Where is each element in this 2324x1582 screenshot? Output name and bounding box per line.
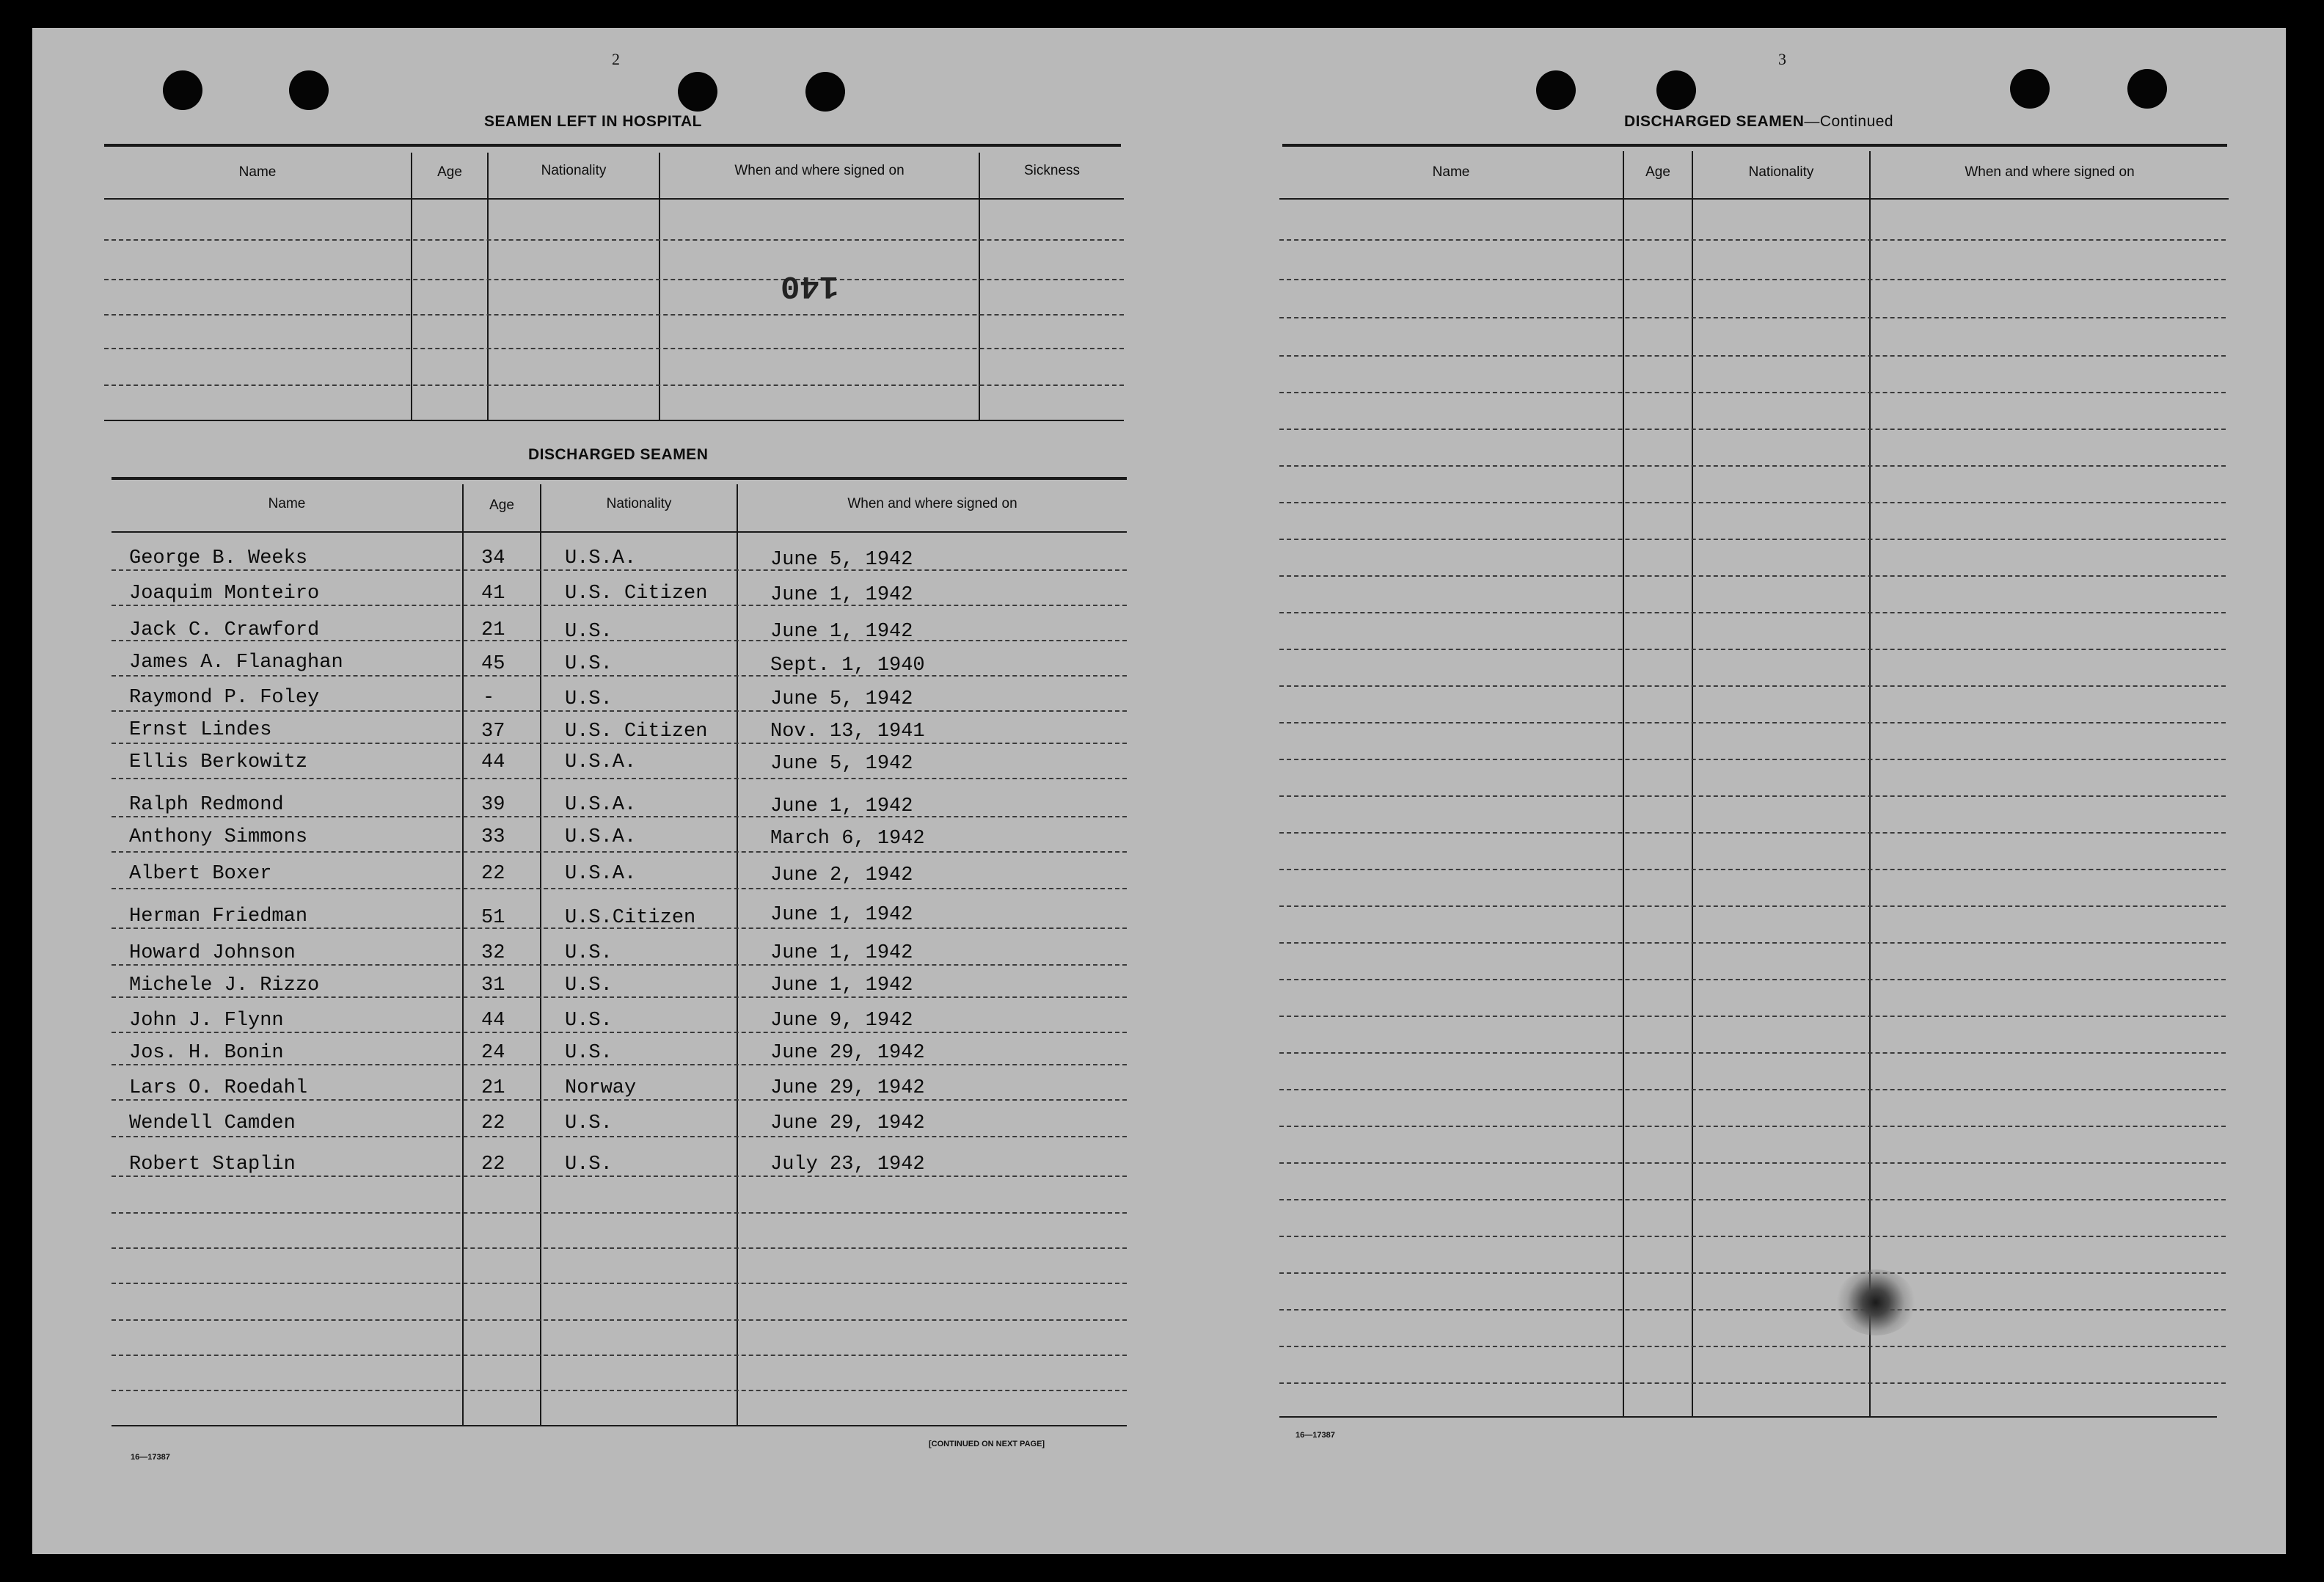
seaman-signed-on: June 1, 1942 (770, 904, 913, 926)
seaman-name: Herman Friedman (129, 905, 308, 927)
row-line (1279, 1162, 2226, 1164)
seaman-signed-on: June 1, 1942 (770, 584, 913, 606)
row-line (1279, 979, 2226, 980)
seaman-signed-on: June 1, 1942 (770, 795, 913, 817)
page-stamp: 140 (781, 267, 839, 304)
row-line (1279, 355, 2226, 357)
row-line (112, 927, 1127, 929)
row-line (1279, 685, 2226, 687)
seaman-name: Ernst Lindes (129, 719, 272, 741)
seaman-age: 41 (481, 583, 505, 605)
seaman-nationality: U.S.A. (565, 547, 637, 569)
table-rule (112, 477, 1127, 480)
column-header-nationality: Nationality (606, 496, 672, 511)
punch-hole (678, 72, 717, 112)
column-divider (411, 153, 412, 420)
seaman-age: 51 (481, 907, 505, 929)
table-rule (104, 144, 1121, 147)
column-header-signed-on: When and where signed on (847, 496, 1017, 511)
seaman-signed-on: June 29, 1942 (770, 1042, 925, 1064)
seaman-age: 39 (481, 794, 505, 816)
seaman-name: Wendell Camden (129, 1112, 296, 1134)
seaman-nationality: U.S. (565, 974, 613, 996)
table-rule (1279, 1416, 2217, 1418)
row-line (1279, 465, 2226, 467)
column-header-signed-on: When and where signed on (1965, 164, 2135, 180)
seaman-name: Joaquim Monteiro (129, 583, 320, 605)
title-continued: —Continued (1804, 113, 1894, 130)
seaman-age: 31 (481, 974, 505, 996)
punch-hole (289, 70, 329, 110)
seaman-signed-on: June 5, 1942 (770, 688, 913, 710)
row-line (112, 1283, 1127, 1284)
row-line (1279, 1199, 2226, 1200)
title-main: DISCHARGED SEAMEN (1624, 113, 1805, 130)
row-line (104, 348, 1124, 349)
column-header-name: Name (1432, 164, 1470, 180)
seaman-nationality: U.S. (565, 1042, 613, 1064)
table-rule (112, 1425, 1127, 1426)
row-line (1279, 1052, 2226, 1054)
row-line (1279, 1016, 2226, 1017)
seaman-nationality: U.S. (565, 942, 613, 964)
column-header-sickness: Sickness (1023, 163, 1081, 178)
seaman-name: Lars O. Roedahl (129, 1077, 308, 1099)
row-line (1279, 1309, 2226, 1311)
seaman-name: Albert Boxer (129, 863, 272, 885)
row-line (1279, 392, 2226, 393)
row-line (112, 1390, 1127, 1391)
seaman-nationality: U.S.Citizen (565, 907, 696, 929)
row-line (112, 1064, 1127, 1065)
seaman-age: 33 (481, 826, 505, 848)
seaman-signed-on: June 5, 1942 (770, 753, 913, 775)
seaman-signed-on: March 6, 1942 (770, 828, 925, 850)
seaman-name: Jos. H. Bonin (129, 1042, 284, 1064)
row-line (104, 384, 1124, 386)
row-line (1279, 905, 2226, 907)
form-number: 16—17387 (1296, 1431, 1335, 1440)
seaman-name: Ralph Redmond (129, 794, 284, 816)
seaman-nationality: U.S. (565, 621, 613, 643)
row-line (1279, 869, 2226, 870)
seaman-nationality: U.S.A. (565, 863, 637, 885)
seaman-name: Ellis Berkowitz (129, 751, 308, 773)
row-line (112, 605, 1127, 606)
seaman-age: 24 (481, 1042, 505, 1064)
row-line (1279, 612, 2226, 613)
column-header-age: Age (1645, 164, 1670, 180)
punch-hole (1656, 70, 1696, 110)
seaman-signed-on: June 1, 1942 (770, 974, 913, 996)
column-header-signed-on: When and where signed on (734, 163, 905, 178)
row-line (112, 675, 1127, 677)
row-line (1279, 1272, 2226, 1274)
row-line (104, 314, 1124, 316)
row-line (112, 1212, 1127, 1214)
seaman-name: Anthony Simmons (129, 826, 308, 848)
row-line (1279, 1236, 2226, 1237)
row-line (1279, 539, 2226, 540)
column-divider (659, 153, 660, 420)
row-line (112, 1355, 1127, 1356)
row-line (1279, 279, 2226, 280)
hospital-section-title: SEAMEN LEFT IN HOSPITAL (484, 113, 702, 130)
seaman-name: John J. Flynn (129, 1010, 284, 1032)
seaman-name: George B. Weeks (129, 547, 308, 569)
seaman-nationality: U.S.A. (565, 794, 637, 816)
row-line (112, 1032, 1127, 1033)
seaman-signed-on: June 1, 1942 (770, 942, 913, 964)
seaman-nationality: U.S. Citizen (565, 583, 708, 605)
row-line (104, 279, 1124, 280)
row-line (1279, 1346, 2226, 1347)
row-line (112, 816, 1127, 817)
column-divider (487, 153, 489, 420)
table-rule (1279, 198, 2229, 200)
seaman-name: Michele J. Rizzo (129, 974, 320, 996)
seaman-nationality: U.S.A. (565, 826, 637, 848)
seaman-age: 32 (481, 942, 505, 964)
row-line (1279, 795, 2226, 797)
seaman-nationality: U.S. (565, 688, 613, 710)
row-line (112, 888, 1127, 889)
seaman-signed-on: June 5, 1942 (770, 549, 913, 571)
column-header-age: Age (489, 497, 514, 513)
row-line (112, 640, 1127, 641)
seaman-nationality: U.S. (565, 1010, 613, 1032)
seaman-nationality: U.S. Citizen (565, 721, 708, 743)
seaman-age: 22 (481, 1153, 505, 1175)
seaman-name: Robert Staplin (129, 1153, 296, 1175)
row-line (112, 851, 1127, 853)
seaman-signed-on: June 29, 1942 (770, 1112, 925, 1134)
row-line (112, 1247, 1127, 1249)
table-rule (104, 420, 1124, 421)
column-header-name: Name (268, 496, 306, 511)
seaman-nationality: U.S.A. (565, 751, 637, 773)
seaman-age: 34 (481, 547, 505, 569)
continued-note: [CONTINUED ON NEXT PAGE] (929, 1440, 1045, 1448)
row-line (1279, 942, 2226, 944)
form-number: 16—17387 (131, 1453, 170, 1462)
row-line (1279, 502, 2226, 503)
table-rule (1282, 144, 2227, 147)
column-divider (1623, 151, 1624, 1416)
seaman-name: Howard Johnson (129, 942, 296, 964)
row-line (112, 1136, 1127, 1137)
seaman-signed-on: July 23, 1942 (770, 1153, 925, 1175)
page-number: 2 (612, 50, 620, 68)
seaman-name: James A. Flanaghan (129, 652, 343, 674)
row-line (112, 1099, 1127, 1101)
row-line (1279, 575, 2226, 577)
seaman-nationality: U.S. (565, 1112, 613, 1134)
seaman-signed-on: Sept. 1, 1940 (770, 655, 925, 677)
seaman-age: 45 (481, 653, 505, 675)
document-sheet (32, 28, 2286, 1554)
column-header-age: Age (437, 164, 462, 180)
row-line (1279, 832, 2226, 834)
seaman-name: Jack C. Crawford (129, 619, 320, 641)
column-header-nationality: Nationality (541, 163, 607, 178)
row-line (1279, 1382, 2226, 1384)
seaman-age: 21 (481, 1077, 505, 1099)
punch-hole (2010, 69, 2050, 109)
seaman-name: Raymond P. Foley (129, 687, 320, 709)
seaman-age: 44 (481, 1010, 505, 1032)
discharged-section-title: DISCHARGED SEAMEN (528, 446, 709, 463)
seaman-signed-on: June 1, 1942 (770, 621, 913, 643)
ink-smudge (1835, 1269, 1916, 1335)
table-rule (112, 531, 1127, 533)
column-divider (1869, 151, 1871, 1416)
discharged-continued-title (1624, 113, 1893, 131)
seaman-signed-on: June 9, 1942 (770, 1010, 913, 1032)
row-line (1279, 239, 2226, 241)
row-line (1279, 759, 2226, 760)
row-line (112, 964, 1127, 966)
row-line (112, 1175, 1127, 1177)
row-line (104, 239, 1124, 241)
table-rule (104, 198, 1124, 200)
row-line (112, 1319, 1127, 1321)
column-header-nationality: Nationality (1748, 164, 1814, 180)
punch-hole (1536, 70, 1576, 110)
row-line (1279, 1126, 2226, 1127)
punch-hole (805, 72, 845, 112)
seaman-age: 22 (481, 863, 505, 885)
seaman-nationality: U.S. (565, 653, 613, 675)
row-line (1279, 722, 2226, 723)
punch-hole (163, 70, 202, 110)
punch-hole (2127, 69, 2167, 109)
seaman-age: - (483, 687, 495, 709)
seaman-age: 44 (481, 751, 505, 773)
seaman-nationality: Norway (565, 1077, 637, 1099)
row-line (1279, 1089, 2226, 1090)
row-line (112, 996, 1127, 998)
page-number: 3 (1778, 50, 1786, 68)
seaman-age: 22 (481, 1112, 505, 1134)
seaman-signed-on: June 2, 1942 (770, 864, 913, 886)
seaman-signed-on: June 29, 1942 (770, 1077, 925, 1099)
row-line (112, 710, 1127, 712)
row-line (112, 778, 1127, 779)
seaman-age: 21 (481, 619, 505, 641)
column-header-name: Name (238, 164, 277, 180)
row-line (112, 569, 1127, 571)
row-line (1279, 649, 2226, 650)
row-line (112, 743, 1127, 744)
column-divider (1692, 151, 1693, 1416)
seaman-age: 37 (481, 721, 505, 743)
seaman-nationality: U.S. (565, 1153, 613, 1175)
seaman-signed-on: Nov. 13, 1941 (770, 721, 925, 743)
row-line (1279, 317, 2226, 318)
column-divider (979, 153, 980, 420)
row-line (1279, 429, 2226, 430)
